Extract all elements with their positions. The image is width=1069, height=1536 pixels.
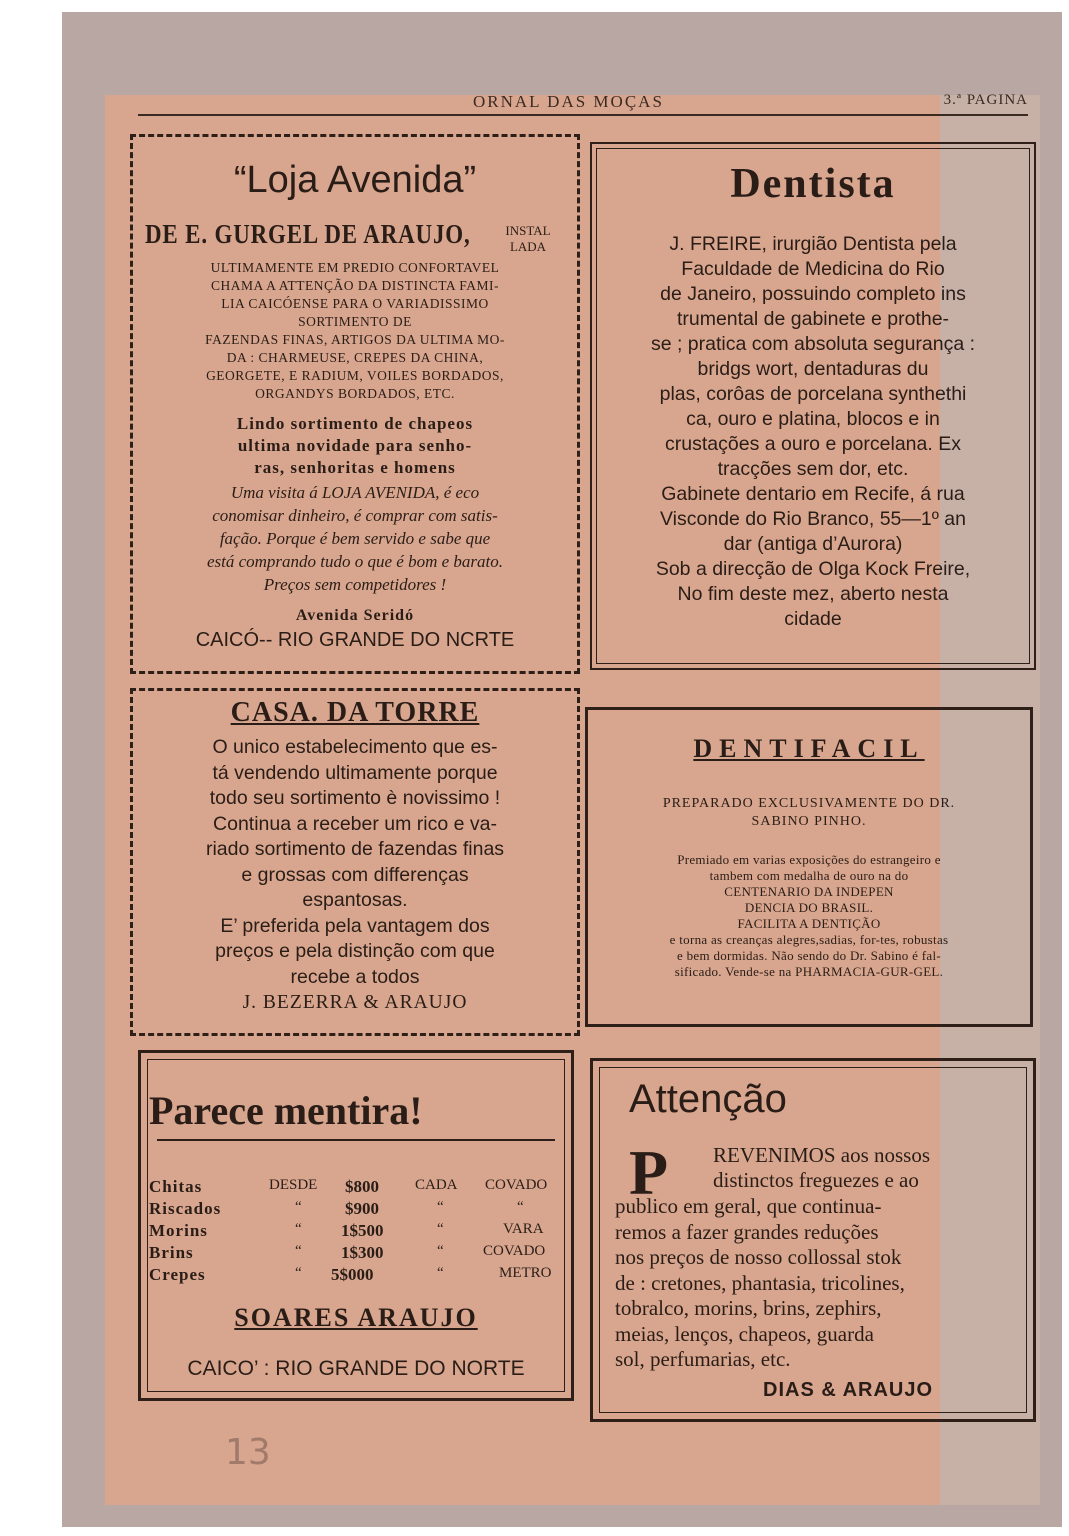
ad-line: e grossas com differenças	[241, 863, 469, 886]
ad-line: Visconde do Rio Branco, 55—1º an	[660, 508, 966, 530]
ad-city: CAICÓ-- RIO GRANDE DO NCRTE	[195, 629, 515, 651]
item-from: DESDE	[269, 1177, 318, 1193]
item-unit: COVADO	[483, 1243, 546, 1259]
ad-signature: DIAS & ARAUJO	[763, 1379, 934, 1401]
item-per: “	[437, 1243, 444, 1259]
ad-line: SORTIMENTO DE	[298, 314, 412, 329]
item-name: Riscados	[149, 1199, 222, 1218]
ad-line: CENTENARIO DA INDEPEN	[724, 884, 894, 899]
ad-line: nos preços de nosso collossal stok	[615, 1245, 902, 1269]
item-from: “	[295, 1221, 302, 1237]
item-per: “	[437, 1199, 444, 1215]
item-from: “	[295, 1199, 302, 1215]
ad-body	[592, 852, 1026, 980]
ad-body	[615, 1194, 1025, 1373]
item-from: “	[295, 1265, 302, 1281]
item-per: “	[437, 1265, 444, 1281]
ad-line: recebe a todos	[290, 965, 420, 988]
item-unit: VARA	[503, 1221, 544, 1237]
ad-title: Parece mentira!	[149, 1088, 423, 1133]
ad-city: CAICO’ : RIO GRANDE DO NORTE	[187, 1357, 525, 1380]
ad-firm: SOARES ARAUJO	[234, 1303, 478, 1332]
ad-loja-avenida	[130, 134, 580, 674]
item-per: CADA	[415, 1177, 458, 1193]
ad-owner-aside: INSTAL LADA	[505, 223, 551, 254]
drop-cap: P	[629, 1137, 669, 1208]
ad-line: J. FREIRE, irurgião Dentista pela	[669, 233, 957, 255]
ad-line: Gabinete dentario em Recife, á rua	[661, 483, 965, 505]
item-name: Crepes	[149, 1265, 206, 1284]
ad-italic-block	[141, 481, 569, 596]
ad-line: Continua a receber um rico e va-	[213, 812, 497, 835]
item-name: Chitas	[149, 1177, 203, 1196]
ad-street: Avenida Seridó	[295, 607, 415, 624]
ad-title: CASA. DA TORRE	[230, 697, 480, 728]
price-row	[145, 1199, 567, 1221]
ad-body	[598, 232, 1028, 632]
item-name: Morins	[149, 1221, 208, 1240]
page-header	[138, 92, 1028, 116]
ad-line: tracções sem dor, etc.	[717, 458, 909, 480]
ad-line: preços e pela distinção com que	[215, 940, 495, 962]
ad-line: publico em geral, que continua-	[615, 1194, 882, 1218]
ad-line: ca, ouro e platina, blocos e in	[686, 408, 940, 430]
ad-line: Uma visita á LOJA AVENIDA, é eco	[230, 483, 480, 502]
ad-line: Premiado em varias exposições do estrangeiro e	[677, 852, 941, 867]
item-price: 1$300	[341, 1243, 384, 1262]
ad-line: ultima novidade para senho-	[237, 436, 473, 455]
item-unit: COVADO	[485, 1177, 548, 1193]
ad-line: se ; pratica com absoluta segurança :	[650, 333, 976, 355]
ad-line: FAZENDAS FINAS, ARTIGOS DA ULTIMA MO-	[205, 332, 505, 347]
item-unit: METRO	[499, 1265, 552, 1281]
ad-line: FACILITA A DENTIÇÃO	[737, 916, 881, 931]
ad-attencao	[590, 1058, 1036, 1422]
ad-line: todo seu sortimento è novissimo !	[209, 787, 501, 809]
item-price: 1$500	[341, 1221, 384, 1240]
ad-line: fação. Porque é bem servido e sabe que	[219, 529, 491, 548]
item-price: $900	[345, 1199, 379, 1218]
ad-line: plas, corôas de porcelana synthethi	[659, 383, 967, 405]
ad-line: trumental de gabinete e prothe-	[676, 308, 950, 330]
ad-line: está comprando tudo o que é bom e barato.	[206, 552, 504, 571]
ad-line: DA : CHARMEUSE, CREPES DA CHINA,	[226, 350, 484, 365]
ad-line: E’ preferida pela vantagem dos	[220, 914, 490, 937]
ad-lead: REVENIMOS aos nossos	[713, 1143, 931, 1167]
item-per: “	[437, 1221, 444, 1237]
ad-body	[139, 735, 571, 1016]
page-number: 3.ª PAGINA	[943, 92, 1028, 108]
ad-body	[141, 259, 569, 403]
ad-line: riado sortimento de fazendas finas	[205, 838, 505, 860]
ad-signature: J. BEZERRA & ARAUJO	[242, 992, 468, 1013]
price-row	[145, 1243, 567, 1265]
ad-line: No fim deste mez, aberto nesta	[677, 583, 949, 605]
ad-bold-block	[141, 413, 569, 479]
price-row	[145, 1265, 567, 1287]
ad-dentifacil	[585, 707, 1033, 1027]
price-row	[145, 1177, 567, 1199]
ad-line: remos a fazer grandes reduções	[615, 1219, 879, 1244]
handwritten-number: 13	[225, 1432, 271, 1473]
ad-line: Lindo sortimento de chapeos	[236, 414, 474, 433]
ad-title: “Loja Avenida”	[233, 159, 477, 201]
ad-line: de Janeiro, possuindo completo ins	[660, 283, 966, 305]
ad-line: LIA CAICÓENSE PARA O VARIADISSIMO	[221, 296, 489, 311]
ad-line: bridgs wort, dentaduras du	[697, 358, 929, 380]
ad-line: CHAMA A ATTENÇÃO DA DISTINCTA FAMI-	[210, 278, 500, 293]
ad-line: Faculdade de Medicina do Rio	[681, 258, 945, 280]
ad-title: Attenção	[629, 1077, 787, 1121]
ad-line: e bem dormidas. Não sendo do Dr. Sabino é fal-	[677, 948, 941, 963]
ad-line: ULTIMAMENTE EM PREDIO CONFORTAVEL	[210, 260, 500, 275]
item-from: “	[295, 1243, 302, 1259]
ad-line: dar (antiga d’Aurora)	[723, 533, 903, 555]
ad-line: DENCIA DO BRASIL.	[744, 900, 874, 915]
ad-line: cidade	[784, 608, 842, 630]
ad-line: sol, perfumarias, etc.	[615, 1347, 791, 1371]
ad-line: de : cretones, phantasia, tricolines,	[615, 1270, 905, 1295]
item-price: $800	[345, 1177, 379, 1196]
item-price: 5$000	[331, 1265, 374, 1284]
ad-line: tá vendendo ultimamente porque	[212, 761, 498, 784]
ad-line: Preços sem competidores !	[263, 575, 447, 594]
ad-owner: DE E. GURGEL DE ARAUJO,	[145, 219, 471, 249]
ad-line: ras, senhoritas e homens	[254, 458, 456, 477]
ad-line: tobralco, morins, brins, zephirs,	[615, 1296, 882, 1320]
price-row	[145, 1221, 567, 1243]
item-name: Brins	[149, 1243, 194, 1262]
title-underline	[157, 1139, 555, 1141]
ad-title: DENTIFACIL	[693, 734, 925, 763]
ad-subtitle: PREPARADO EXCLUSIVAMENTE DO DR.	[662, 796, 956, 811]
ad-line: tambem com medalha de ouro na do	[709, 868, 909, 883]
ad-line: GEORGETE, E RADIUM, VOILES BORDADOS,	[206, 368, 504, 383]
ad-title: Dentista	[730, 161, 896, 207]
ad-line: espantosas.	[302, 889, 408, 911]
ad-line: e torna as creanças alegres,sadias, for-tes, robustas	[669, 932, 949, 947]
ad-casa-da-torre	[130, 688, 580, 1036]
ad-dentista	[590, 142, 1036, 670]
ad-parece-mentira	[138, 1050, 574, 1401]
ad-line: conomisar dinheiro, é comprar com satis-	[212, 506, 498, 525]
ad-line: ORGANDYS BORDADOS, ETC.	[255, 386, 455, 401]
header-rule	[138, 114, 1028, 116]
ad-line: sificado. Vende-se na PHARMACIA-GUR-GEL.	[674, 964, 944, 979]
ad-subtitle: SABINO PINHO.	[751, 814, 867, 829]
ad-line: crustações a ouro e porcelana. Ex	[665, 433, 961, 455]
ad-line: Sob a direcção de Olga Kock Freire,	[655, 558, 971, 580]
newspaper-title: ORNAL DAS MOÇAS	[473, 92, 664, 111]
ad-lead: distinctos freguezes e ao	[713, 1168, 919, 1192]
ad-line: meias, lenços, chapeos, guarda	[615, 1321, 874, 1346]
ad-line: O unico estabelecimento que es-	[212, 736, 498, 758]
item-unit: “	[517, 1199, 524, 1215]
